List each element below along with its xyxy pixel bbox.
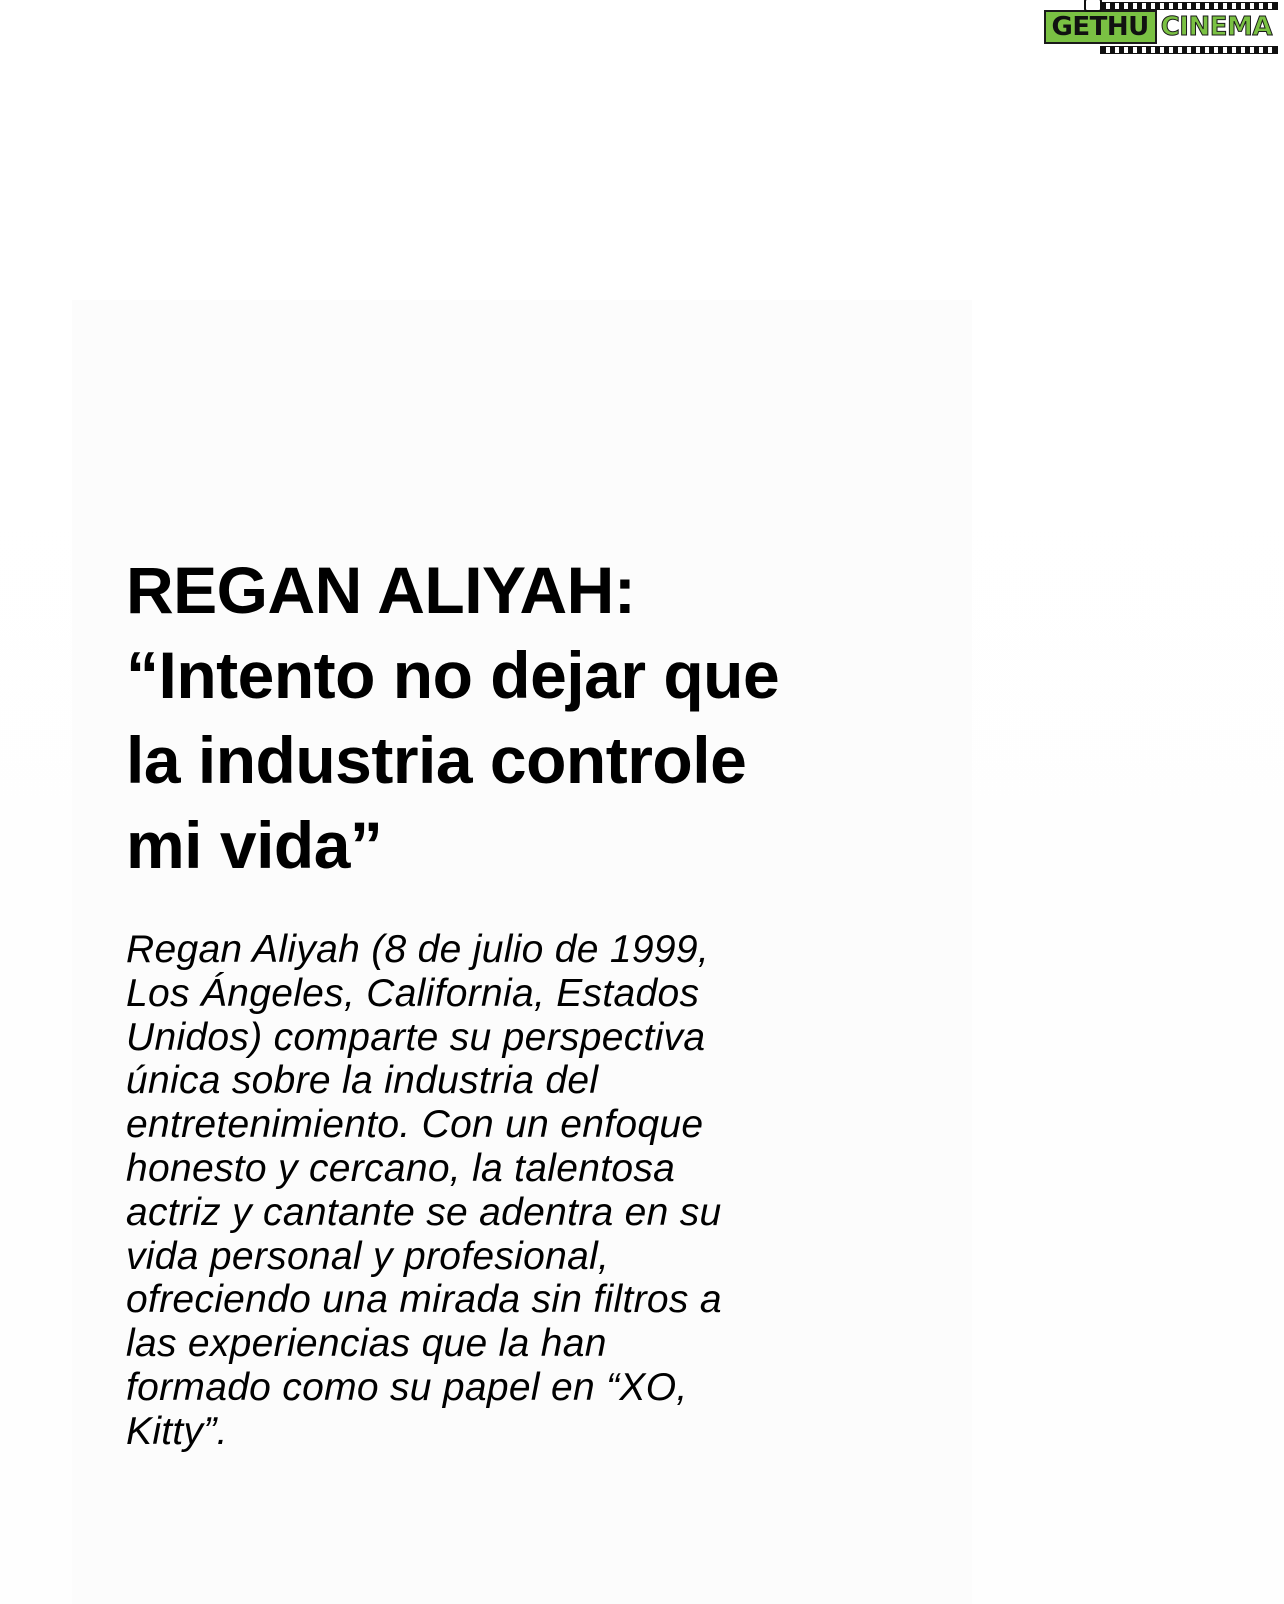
headline-line: REGAN ALIYAH: bbox=[126, 553, 636, 627]
body-line: vida personal y profesional, bbox=[126, 1234, 610, 1278]
logo-text-cinema-label: CINEMA bbox=[1160, 12, 1272, 42]
headline-line: la industria controle bbox=[126, 723, 747, 797]
body-line: Los Ángeles, California, Estados bbox=[126, 971, 700, 1015]
headline bbox=[126, 548, 986, 888]
logo-text-cinema bbox=[1157, 12, 1276, 42]
body-line: única sobre la industria del bbox=[126, 1059, 599, 1103]
body-line: Unidos) comparte su perspectiva bbox=[126, 1015, 706, 1059]
film-strip-bottom-icon bbox=[1100, 46, 1279, 54]
gethu-cinema-logo bbox=[1044, 10, 1277, 44]
body-line: Regan Aliyah (8 de julio de 1999, bbox=[126, 928, 710, 971]
body-line: formado como su papel en “XO, bbox=[126, 1365, 688, 1409]
body-paragraph bbox=[126, 928, 926, 1454]
body-line: honesto y cercano, la talentosa bbox=[126, 1146, 676, 1190]
headline-line: “Intento no dejar que bbox=[126, 638, 780, 712]
logo-text-gethu: GETHU bbox=[1044, 10, 1157, 44]
body-line: Kitty”. bbox=[126, 1409, 228, 1453]
film-strip-top-icon bbox=[1100, 2, 1279, 10]
body-line: actriz y cantante se adentra en su bbox=[126, 1190, 722, 1234]
body-line: las experiencias que la han bbox=[126, 1322, 607, 1366]
headline-line: mi vida” bbox=[126, 808, 383, 882]
body-line: ofreciendo una mirada sin filtros a bbox=[126, 1278, 722, 1322]
body-line: entretenimiento. Con un enfoque bbox=[126, 1103, 704, 1147]
